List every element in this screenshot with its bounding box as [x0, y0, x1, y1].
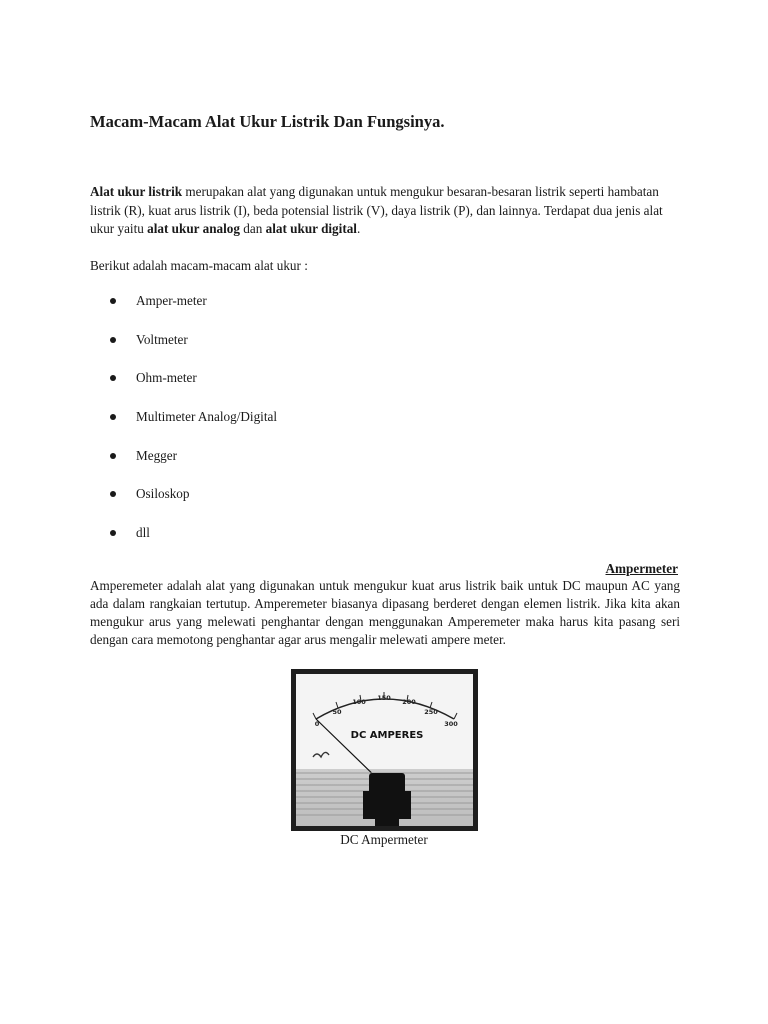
scale-label: 300: [444, 720, 458, 728]
list-item: [110, 447, 277, 486]
intro-digital: alat ukur digital: [265, 221, 357, 236]
bullet-icon: [110, 337, 116, 343]
bullet-icon: [110, 375, 116, 381]
intro-text: merupakan alat yang digunakan untuk mengukur besaran-besaran listrik seperti hambatan listrik (R), kuat arus listrik (I), beda potensial listrik (V), daya listrik (P), dan lainnya. Terdapat dua jenis alat ukur yaitu: [90, 184, 663, 236]
bullet-icon: [110, 491, 116, 497]
ammeter-illustration: [291, 669, 478, 831]
list-item: [110, 485, 277, 524]
intro-analog: alat ukur analog: [147, 221, 240, 236]
scale-label: 0: [314, 720, 320, 728]
list-item-label: Amper-meter: [136, 293, 207, 308]
page-title: Macam-Macam Alat Ukur Listrik Dan Fungsinya.: [90, 112, 445, 131]
ammeter-image: [291, 669, 478, 831]
list-item: [110, 331, 277, 370]
bullet-icon: [110, 453, 116, 459]
list-item-label: Ohm-meter: [136, 370, 197, 386]
bullet-icon: [110, 414, 116, 420]
list-item: [110, 408, 277, 447]
scale-label: 200: [402, 698, 416, 706]
list-item-label: Voltmeter: [136, 331, 188, 347]
intro-end: .: [356, 221, 361, 236]
list-item-label: Megger: [136, 447, 178, 463]
list-item-label: dll: [136, 525, 150, 541]
bullet-icon: [110, 530, 116, 536]
scale-label: 150: [377, 694, 391, 702]
list-item: [110, 292, 277, 331]
list-item-label: Multimeter Analog/Digital: [136, 409, 278, 425]
list-intro: Berikut adalah macam-macam alat ukur :: [90, 258, 308, 273]
scale-label: 50: [332, 708, 342, 716]
bullet-icon: [110, 298, 116, 304]
intro-paragraph: [90, 183, 680, 239]
section-heading: Ampermeter: [605, 561, 678, 576]
scale-label: 250: [424, 708, 438, 716]
list-item: [110, 369, 277, 408]
intro-conj: dan: [239, 221, 266, 236]
intro-term: Alat ukur listrik: [90, 184, 183, 199]
list-item: [110, 524, 277, 563]
instrument-list: [110, 292, 277, 563]
scale-label: 100: [352, 698, 366, 706]
list-item-label: Osiloskop: [136, 486, 190, 502]
dial-label: DC AMPERES: [350, 730, 424, 741]
figure-caption: DC Ampermeter: [340, 832, 428, 847]
section-paragraph: Amperemeter adalah alat yang digunakan untuk mengukur kuat arus listrik baik untuk DC maupun AC yang ada dalam rangkaian tertutup. Amperemeter biasanya dipasang berderet dengan elemen listrik. Jika kita akan mengukur arus yang melewati penghantar dengan menggunakan Amperemeter maka harus kita pasang seri dengan cara memotong penghantar agar arus mengalir melewati ampere meter.: [90, 578, 680, 647]
